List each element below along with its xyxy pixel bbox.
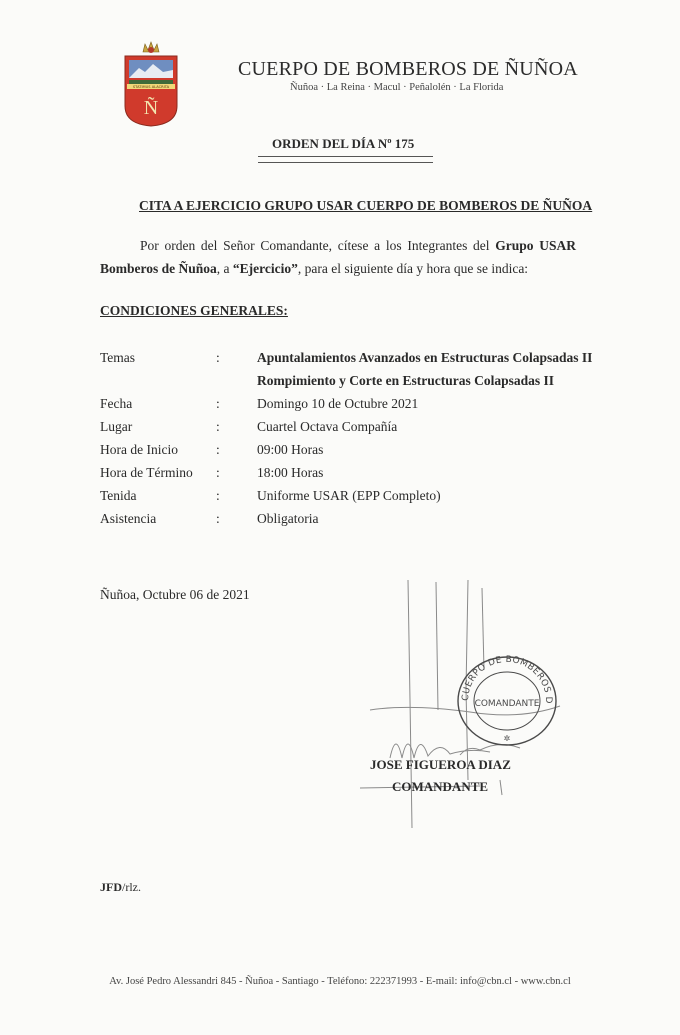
- org-name: CUERPO DE BOMBEROS DE ÑUÑOA: [238, 58, 578, 80]
- intro-text-1: Por orden del Señor Comandante, cítese a los Integrantes del: [140, 238, 496, 253]
- condition-label: Lugar: [100, 419, 133, 434]
- condition-value: 09:00 Horas: [257, 442, 324, 457]
- logo-letter: Ñ: [143, 97, 159, 119]
- condition-label: Asistencia: [100, 511, 157, 526]
- condition-colon: :: [216, 396, 220, 411]
- fire-department-logo: [121, 40, 181, 128]
- intro-paragraph: [100, 234, 576, 280]
- condition-colon: :: [216, 488, 220, 503]
- condition-value: Rompimiento y Corte en Estructuras Colapsadas II: [257, 373, 554, 388]
- conditions-title: CONDICIONES GENERALES:: [100, 303, 288, 318]
- svg-text:CUERPO DE BOMBEROS DE ÑUÑOA: [456, 655, 553, 704]
- condition-colon: :: [216, 350, 220, 365]
- official-stamp: [456, 655, 558, 747]
- condition-value: Domingo 10 de Octubre 2021: [257, 396, 419, 411]
- initials-rest: /rlz.: [122, 880, 141, 894]
- logo-banner-text: STATIMUS ALACRITA: [132, 85, 170, 89]
- svg-text:✲: ✲: [503, 734, 511, 743]
- condition-value: Uniforme USAR (EPP Completo): [257, 488, 441, 503]
- condition-value: Apuntalamientos Avanzados en Estructuras Colapsadas II: [257, 350, 593, 365]
- order-title-rule: [258, 156, 433, 163]
- condition-label: Hora de Inicio: [100, 442, 178, 457]
- intro-exercise: “Ejercicio”: [232, 261, 298, 276]
- intro-text-3: , para el siguiente día y hora que se indica:: [297, 261, 529, 276]
- intro-group-name: Grupo USAR Bomberos de Ñuñoa: [100, 238, 577, 276]
- condition-value: Obligatoria: [257, 511, 319, 526]
- condition-label: Hora de Término: [100, 465, 193, 480]
- signer-name: JOSE FIGUEROA DIAZ: [370, 757, 511, 772]
- reference-initials: [100, 880, 141, 895]
- condition-label: Temas: [100, 350, 136, 365]
- condition-colon: :: [216, 442, 220, 457]
- order-title: ORDEN DEL DÍA Nº 175: [272, 136, 415, 151]
- org-subtitle: Ñuñoa · La Reina · Macul · Peñalolén · La Florida: [290, 82, 504, 93]
- condition-colon: :: [216, 465, 220, 480]
- stamp-ring-text: CUERPO DE BOMBEROS D: [460, 655, 554, 705]
- condition-colon: :: [216, 511, 220, 526]
- condition-label: Fecha: [100, 396, 133, 411]
- footer-address: Av. José Pedro Alessandri 845 - Ñuñoa - Santiago - Teléfono: 222371993 - E-mail: info@cbn.cl - www.cbn.cl: [109, 976, 571, 987]
- condition-value: Cuartel Octava Compañía: [257, 419, 398, 434]
- intro-text-2: , a: [216, 261, 233, 276]
- signer-role: COMANDANTE: [392, 779, 489, 794]
- condition-value: 18:00 Horas: [257, 465, 324, 480]
- condition-colon: :: [216, 419, 220, 434]
- subject-heading: CITA A EJERCICIO GRUPO USAR CUERPO DE BOMBEROS DE ÑUÑOA: [139, 198, 593, 213]
- condition-label: Tenida: [100, 488, 137, 503]
- stamp-center-text: COMANDANTE: [474, 699, 540, 709]
- initials-bold: JFD: [100, 880, 122, 894]
- place-date: Ñuñoa, Octubre 06 de 2021: [100, 587, 250, 602]
